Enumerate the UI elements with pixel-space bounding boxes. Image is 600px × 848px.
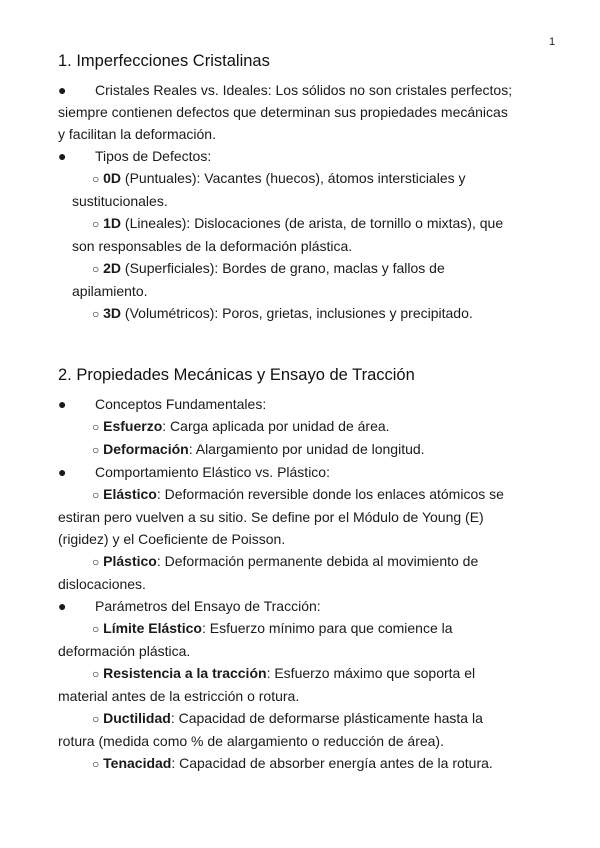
circle-bullet-icon: ○ [92, 307, 100, 321]
list-item: ● Tipos de Defectos: [58, 145, 590, 167]
circle-bullet-icon: ○ [92, 172, 100, 186]
circle-bullet-icon: ○ [92, 555, 100, 569]
page-number: 1 [549, 36, 556, 48]
param-resistencia: ○ Resistencia a la tracción: Esfuerzo máximo que soporta el material antes de la estricción o rotura. [58, 665, 476, 704]
list-item: ● Conceptos Fundamentales: [58, 393, 590, 415]
circle-bullet-icon: ○ [92, 667, 100, 681]
defect-item-3d: ○ 3D (Volumétricos): Poros, grietas, inclusiones y precipitado. [92, 305, 473, 321]
section-1-body [58, 79, 590, 325]
bullet-icon: ● [58, 464, 67, 480]
circle-bullet-icon: ○ [92, 420, 100, 434]
section-2-body [58, 393, 590, 775]
bullet-icon: ● [58, 82, 67, 98]
bullet-icon: ● [58, 598, 67, 614]
circle-bullet-icon: ○ [92, 622, 100, 636]
circle-bullet-icon: ○ [92, 443, 100, 457]
defect-item-2d: ○ 2D (Superficiales): Bordes de grano, maclas y fallos de apilamiento. [72, 260, 445, 299]
list-item: ● Parámetros del Ensayo de Tracción: [58, 595, 590, 617]
defect-item-0d: ○ 0D (Puntuales): Vacantes (huecos), átomos intersticiales y sustitucionales. [72, 170, 466, 209]
circle-bullet-icon: ○ [92, 757, 100, 771]
param-tenacidad: ○ Tenacidad: Capacidad de absorber energía antes de la rotura. [92, 755, 493, 771]
param-ductilidad: ○ Ductilidad: Capacidad de deformarse plásticamente hasta la rotura (medida como % de alargamiento o reducción de área). [58, 710, 483, 749]
defect-item-1d: ○ 1D (Lineales): Dislocaciones (de arista, de tornillo o mixtas), que son responsables de la deformación plástica. [72, 215, 504, 254]
circle-bullet-icon: ○ [92, 217, 100, 231]
section-2-title: 2. Propiedades Mecánicas y Ensayo de Tracción [58, 366, 415, 384]
list-item: ● Comportamiento Elástico vs. Plástico: [58, 461, 590, 483]
param-limite-elastico: ○ Límite Elástico: Esfuerzo mínimo para que comience la deformación plástica. [58, 620, 453, 659]
behavior-elastico: ○ Elástico: Deformación reversible donde los enlaces atómicos se estiran pero vuelven a su sitio. Se define por el Módulo de Young (E) (rigidez) y el Coeficiente de Poisson. [58, 486, 504, 547]
circle-bullet-icon: ○ [92, 262, 100, 276]
bullet-icon: ● [58, 396, 67, 412]
circle-bullet-icon: ○ [92, 712, 100, 726]
concept-esfuerzo: ○ Esfuerzo: Carga aplicada por unidad de área. [92, 418, 390, 434]
circle-bullet-icon: ○ [92, 488, 100, 502]
bullet-icon: ● [58, 148, 67, 164]
section-1-title: 1. Imperfecciones Cristalinas [58, 52, 270, 70]
list-item: ● Cristales Reales vs. Ideales: Los sólidos no son cristales perfectos; siempre contienen defectos que determinan sus propiedades mecánicas y facilitan la deformación. [58, 79, 590, 145]
concept-deformacion: ○ Deformación: Alargamiento por unidad de longitud. [92, 441, 425, 457]
behavior-plastico: ○ Plástico: Deformación permanente debida al movimiento de dislocaciones. [58, 553, 479, 592]
